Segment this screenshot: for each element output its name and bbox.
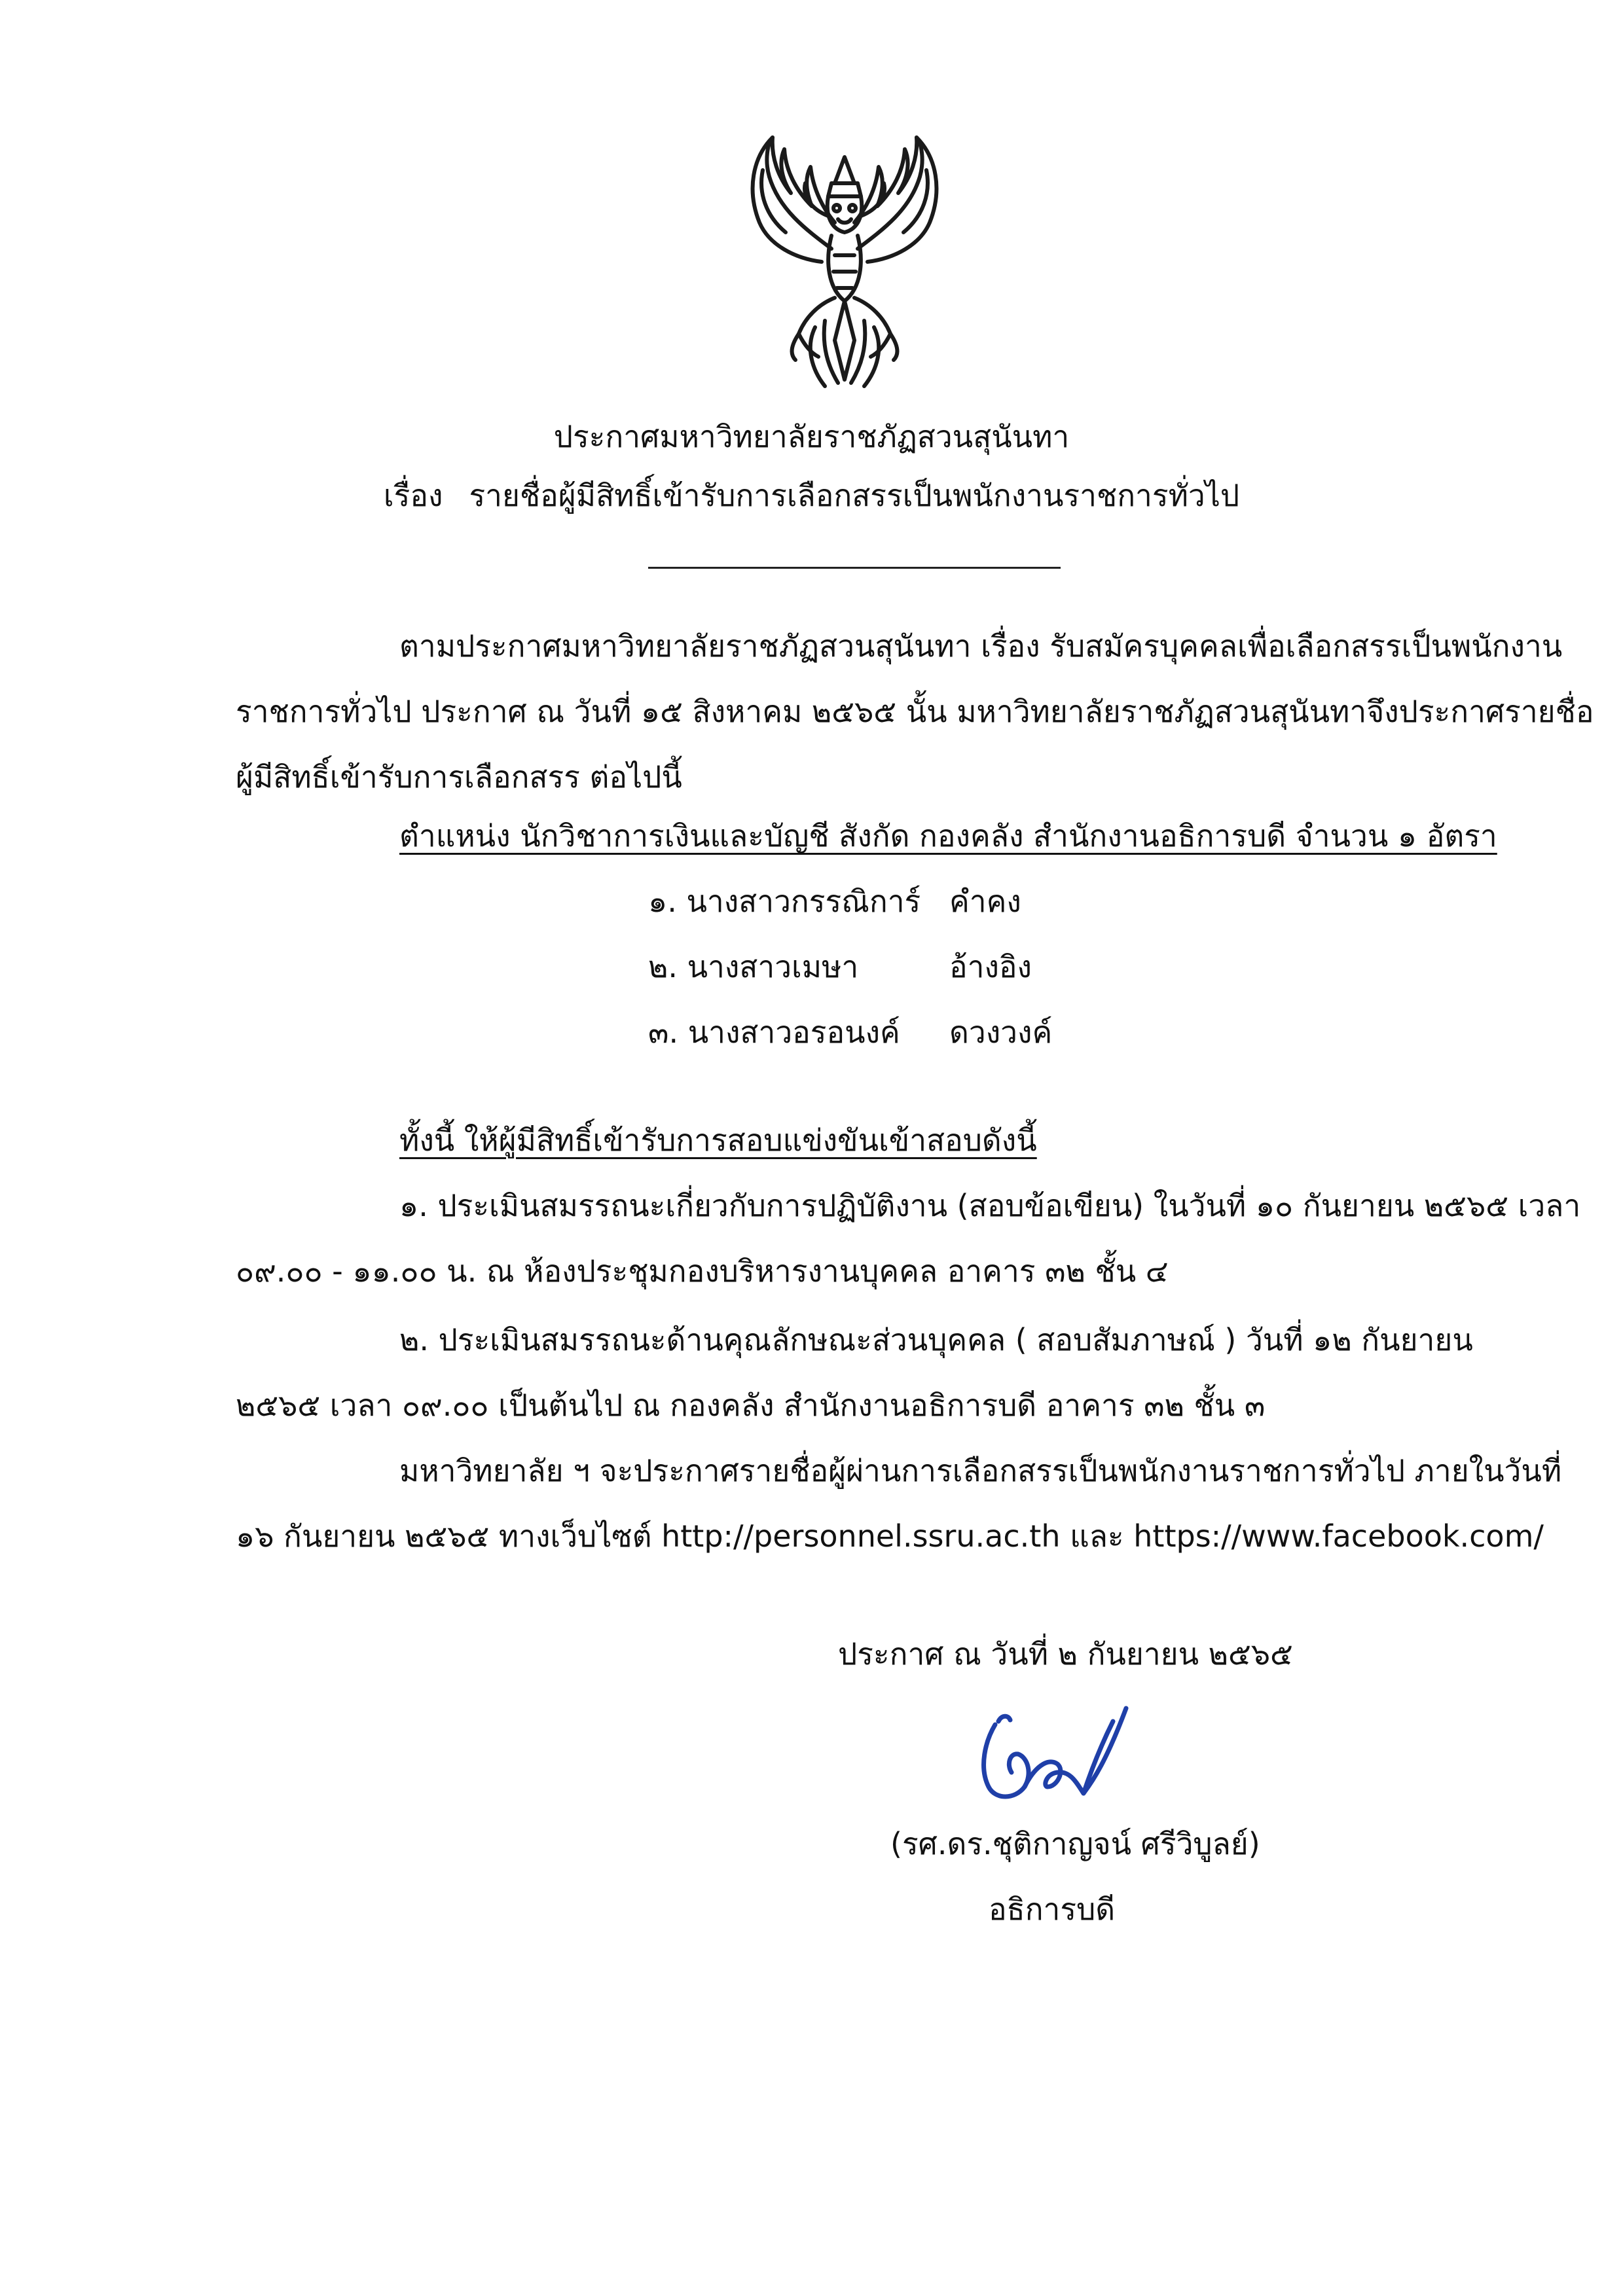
intro-line-1: ตามประกาศมหาวิทยาลัยราชภัฏสวนสุนันทา เรื่อง รับสมัครบุคคลเพื่อเลือกสรรเป็นพนักงาน [399,628,1563,664]
candidate-2-last-name: อ้างอิง [949,949,1032,984]
candidate-1-last-name: คำคง [949,884,1021,919]
instruction-1-line-2: ๐๙.๐๐ - ๑๑.๐๐ น. ณ ห้องประชุมกองบริหารงานบุคคล อาคาร ๓๒ ชั้น ๔ [236,1253,1169,1289]
position-heading: ตำแหน่ง นักวิชาการเงินและบัญชี สังกัด กองคลัง สำนักงานอธิการบดี จำนวน ๑ อัตรา [399,818,1497,853]
announcement-subject [0,478,1623,514]
signer-name: (รศ.ดร.ชุติกาญจน์ ศรีวิบูลย์) [890,1826,1260,1861]
handwritten-signature [959,1695,1149,1820]
intro-line-2: ราชการทั่วไป ประกาศ ณ วันที่ ๑๕ สิงหาคม ๒๕๖๕ นั้น มหาวิทยาลัยราชภัฏสวนสุนันทาจึงประกาศรายชื่อ [236,694,1594,729]
instruction-1-line-1: ๑. ประเมินสมรรถนะเกี่ยวกับการปฏิบัติงาน (สอบข้อเขียน) ในวันที่ ๑๐ กันยายน ๒๕๖๕ เวลา [399,1188,1581,1223]
announcement-date: ประกาศ ณ วันที่ ๒ กันยายน ๒๕๖๕ [838,1636,1293,1672]
instruction-2-line-2: ๒๕๖๕ เวลา ๐๙.๐๐ เป็นต้นไป ณ กองคลัง สำนักงานอธิการบดี อาคาร ๓๒ ชั้น ๓ [236,1388,1266,1423]
announcement-title: ประกาศมหาวิทยาลัยราชภัฏสวนสุนันทา [553,419,1070,454]
candidate-3-last-name: ดวงวงค์ [949,1014,1053,1050]
instruction-3-line-1: มหาวิทยาลัย ฯ จะประกาศรายชื่อผู้ผ่านการเลือกสรรเป็นพนักงานราชการทั่วไป ภายในวันที่ [399,1453,1562,1488]
instruction-3-line-2: ๑๖ กันยายน ๒๕๖๕ ทางเว็บไซต์ http://personnel.ssru.ac.th และ https://www.facebook.com/ [236,1518,1544,1554]
signer-title: อธิการบดี [989,1892,1116,1927]
instructions-heading: ทั้งนี้ ให้ผู้มีสิทธิ์เข้ารับการสอบแข่งขันเข้าสอบดังนี้ [399,1122,1037,1158]
candidate-3-first-name: ๓. นางสาวอรอนงค์ [648,1014,900,1050]
subject-text: รายชื่อผู้มีสิทธิ์เข้ารับการเลือกสรรเป็นพนักงานราชการทั่วไป [469,478,1240,513]
intro-line-3: ผู้มีสิทธิ์เข้ารับการเลือกสรร ต่อไปนี้ [236,759,682,795]
garuda-emblem-icon [707,131,982,393]
heading-divider [648,567,1061,569]
candidate-2-first-name: ๒. นางสาวเมษา [648,949,859,984]
candidate-1-first-name: ๑. นางสาวกรรณิการ์ [648,884,921,919]
instruction-2-line-1: ๒. ประเมินสมรรถนะด้านคุณลักษณะส่วนบุคคล ( สอบสัมภาษณ์ ) วันที่ ๑๒ กันยายน [399,1322,1473,1357]
subject-label: เรื่อง [383,478,443,513]
